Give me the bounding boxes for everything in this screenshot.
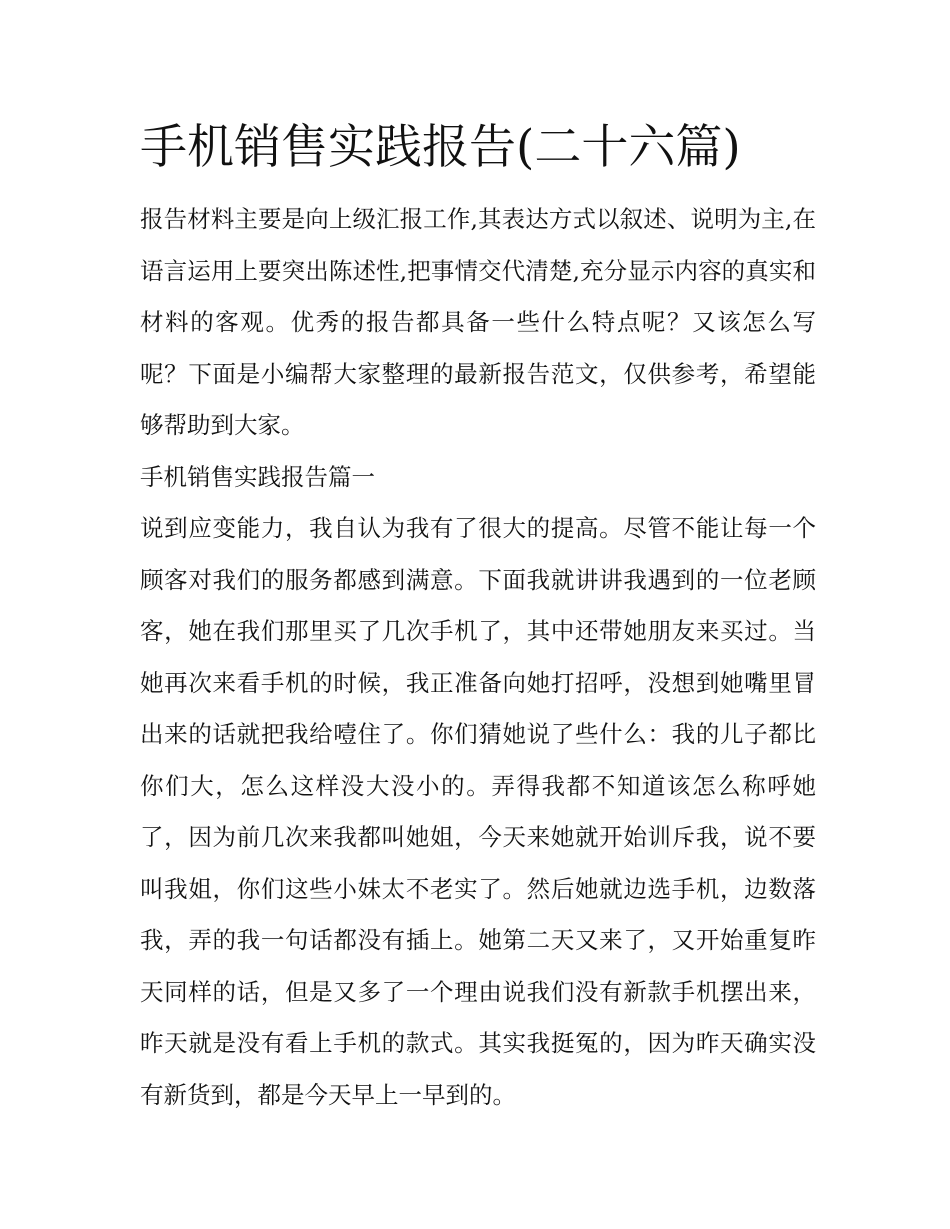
intro-paragraph: 报告材料主要是向上级汇报工作,其表达方式以叙述、说明为主,在语言运用上要突出陈述性,把事情交代清楚,充分显示内容的真实和材料的客观。优秀的报告都具备一些什么特点呢？又该怎么写呢？下面是小编帮大家整理的最新报告范文，仅供参考，希望能够帮助到大家。 bbox=[140, 205, 816, 439]
document-content bbox=[140, 112, 816, 1121]
section-heading: 手机销售实践报告篇一 bbox=[140, 462, 375, 491]
body-paragraph: 说到应变能力，我自认为我有了很大的提高。尽管不能让每一个顾客对我们的服务都感到满意。下面我就讲讲我遇到的一位老顾客，她在我们那里买了几次手机了，其中还带她朋友来买过。当她再次来看手机的时候，我正准备向她打招呼，没想到她嘴里冒出来的话就把我给噎住了。你们猜她说了些什么：我的儿子都比你们大，怎么这样没大没小的。弄得我都不知道该怎么称呼她了，因为前几次来我都叫她姐，今天来她就开始训斥我，说不要叫我姐，你们这些小妹太不老实了。然后她就边选手机，边数落我，弄的我一句话都没有插上。她第二天又来了，又开始重复昨天同样的话，但是又多了一个理由说我们没有新款手机摆出来，昨天就是没有看上手机的款式。其实我挺冤的，因为昨天确实没有新货到，都是今天早上一早到的。 bbox=[140, 514, 816, 1109]
document-title: 手机销售实践报告(二十六篇) bbox=[140, 120, 741, 175]
